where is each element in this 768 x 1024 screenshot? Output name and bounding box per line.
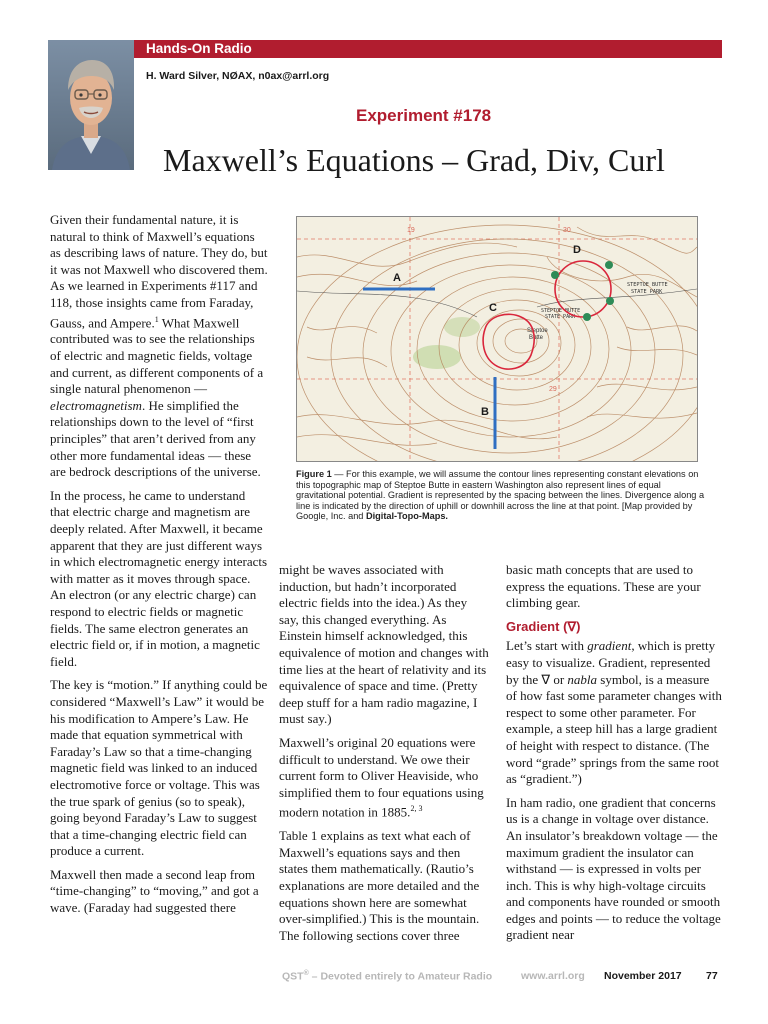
paragraph: In the process, he came to understand that electric charge and magnetism are deeply related. After Maxwell, it became apparent that they are just different ways in which electromagnetic energy interacts with matter as it moves through space. An electron (or any electric charge) can respond to electric fields or magnetic fields. The same electron generates an electric field or, if in motion, a magnetic field.: [50, 487, 268, 669]
svg-text:Butte: Butte: [529, 335, 544, 341]
svg-text:D: D: [573, 244, 581, 256]
svg-text:STEPTOE BUTTE: STEPTOE BUTTE: [627, 282, 668, 288]
svg-text:30: 30: [563, 227, 571, 234]
paragraph: might be waves associated with induction, but hadn’t incorporated electric fields into the idea.) As they say, this changed everything. As Einstein himself acknowledged, this equivalence of motion and changes with time lies at the heart of relativity and its equivalence of space and time. (Pretty deep stuff for a ham radio magazine, I must say.): [279, 562, 489, 727]
footer-date: November 2017: [604, 970, 682, 982]
paragraph: Maxwell then made a second leap from “time-changing” to “moving,” and got a wave. (Faraday had suggested there: [50, 866, 259, 916]
svg-text:STATE PARK: STATE PARK: [545, 314, 576, 320]
page-number: 77: [706, 970, 718, 982]
paragraph: Maxwell’s original 20 equations were difficult to understand. We owe their current form to Oliver Heaviside, who simplified them to four equations using modern notation in 1885.$^{2, 3}$: [279, 734, 484, 820]
footer-website: www.arrl.org: [521, 970, 585, 982]
body-column-2: [279, 562, 489, 951]
svg-text:19: 19: [407, 227, 415, 234]
page-footer: [282, 968, 722, 988]
author-portrait: [48, 40, 134, 170]
paragraph: basic math concepts that are used to express the equations. These are your climbing gear.: [506, 562, 701, 611]
author-byline: H. Ward Silver, NØAX, n0ax@arrl.org: [146, 70, 330, 82]
svg-text:Steptoe: Steptoe: [527, 328, 548, 334]
subheading-gradient: Gradient (∇): [506, 618, 581, 634]
svg-text:29: 29: [549, 386, 557, 393]
article-title: Maxwell’s Equations – Grad, Div, Curl: [163, 142, 665, 178]
experiment-number: Experiment #178: [356, 106, 492, 125]
svg-text:STATE PARK: STATE PARK: [631, 289, 663, 295]
svg-text:C: C: [489, 302, 497, 314]
svg-text:A: A: [393, 272, 401, 284]
svg-text:STEPTOE BUTTE: STEPTOE BUTTE: [541, 308, 581, 314]
svg-text:B: B: [481, 406, 489, 418]
paragraph: Let’s start with gradient, which is pretty easy to visualize. Gradient, represented by the ∇ or nabla symbol, is a measure of how fast some parameter changes with respect to some other parameter. For example, a steep hill has a large gradient of height with respect to distance. (The word “grade” springs from the same root as “gradient.”): [506, 638, 722, 787]
section-title: Hands-On Radio: [146, 41, 252, 56]
body-column-1: [50, 212, 268, 924]
figure-caption: Figure 1 — For this example, we will assume the contour lines representing constant elevations on this topographic map of Steptoe Butte in eastern Washington also represent lines of equal gravitational potential. Gradient is represented by the spacing between the lines. Divergence along a line is indicated by the direction of uphill or downhill across the line at that point. [Map provided by Google, Inc. and Digital-Topo-Maps.: [296, 469, 705, 521]
footer-brand: QST® – Devoted entirely to Amateur Radio: [282, 970, 493, 983]
body-column-3: [506, 562, 722, 951]
paragraph: In ham radio, one gradient that concerns us is a change in voltage over distance. An insulator’s breakdown voltage — the maximum gradient the insulator can withstand — is expressed in volts per inch. This is why high-voltage circuits and components have rounded or smooth edges and points — to reduce the voltage gradient near: [506, 794, 721, 943]
topographic-map-figure: [296, 216, 698, 462]
paragraph: The key is “motion.” If anything could be considered “Maxwell’s Law” it would be his modification to Ampere’s Law. He made that equation symmetrical with Faraday’s Law so that a time-changing magnetic field was linked to an induced electromotive force or voltage. This was the true spark of genius (so to speak), going beyond Faraday’s Law to suggest that a time-changing electric field can produce a current.: [50, 677, 268, 859]
paragraph: Given their fundamental nature, it is natural to think of Maxwell’s equations as describing laws of nature. They do, but it was not Maxwell who discovered them. As we learned in Experiments #117 and 118, those insights came from Faraday, Gauss, and Ampere.$^1$ What Maxwell contributed was to see the relationships of electric and magnetic fields, voltage and current, as different components of a single natural phenomenon — electromagnetism. He simplified the relationships down to the level of “first principles” that aren’t derived from any other more fundamental ideas — these are bedrock descriptions of the universe.: [50, 212, 268, 480]
paragraph: Table 1 explains as text what each of Maxwell’s equations says and then states them mathematically. (Rautio’s explanations are more detailed and the equations shown here are somewhat over-simplified.) This is the mountain. The following sections cover three: [279, 828, 480, 943]
